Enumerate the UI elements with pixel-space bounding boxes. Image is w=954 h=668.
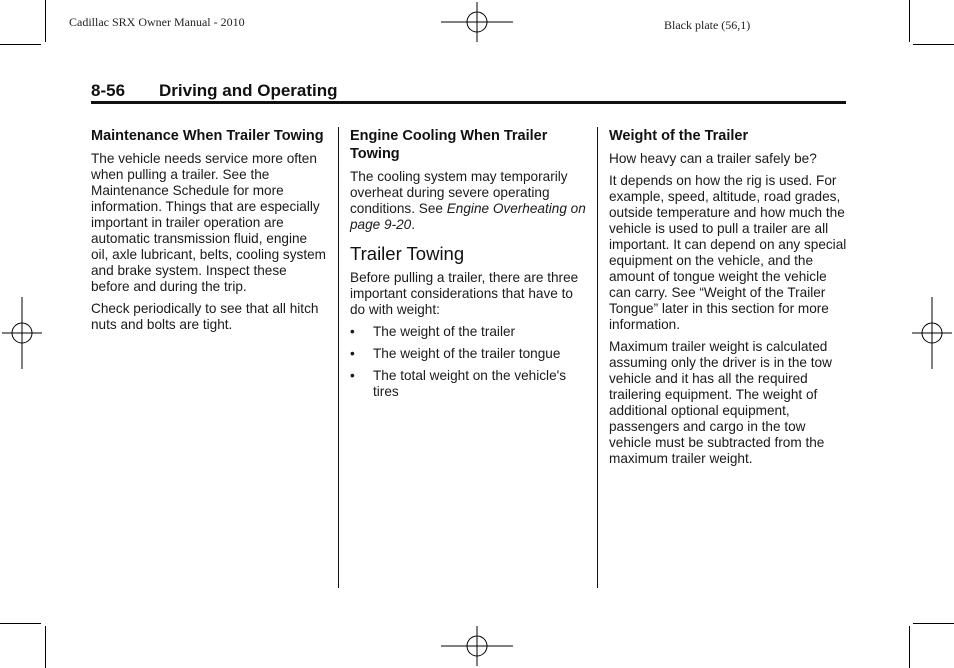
crop-mark-top-left-horizontal <box>0 44 41 45</box>
list-item-text: The weight of the trailer tongue <box>373 346 561 361</box>
column-2 <box>350 127 588 406</box>
list-item <box>350 346 588 362</box>
weight-of-trailer-heading: Weight of the Trailer <box>609 128 749 144</box>
weight-considerations-list <box>350 324 588 400</box>
crop-mark-bottom-right-vertical <box>909 626 910 668</box>
section-title: Driving and Operating <box>159 81 338 100</box>
registration-mark-right <box>912 297 952 369</box>
maintenance-paragraph-2: Check periodically to see that all hitch nuts and bolts are tight. <box>91 301 319 332</box>
bullet-icon: • <box>350 324 355 339</box>
bullet-icon: • <box>350 368 355 383</box>
column-3 <box>609 127 849 473</box>
registration-mark-left <box>2 297 42 369</box>
maintenance-heading: Maintenance When Trailer Towing <box>91 128 324 144</box>
list-item-text: The total weight on the vehicle's tires <box>373 368 567 399</box>
crop-mark-top-left-vertical <box>45 0 46 42</box>
weight-paragraph-3: Maximum trailer weight is calculated assuming only the driver is in the tow vehicle and it has all the required trailering equipment. The weight of additional optional equipment, passengers and cargo in the tow vehicle must be subtracted from the maximum trailer weight. <box>609 339 832 466</box>
registration-mark-bottom <box>441 626 513 666</box>
list-item-text: The weight of the trailer <box>373 324 516 339</box>
weight-paragraph-1: How heavy can a trailer safely be? <box>609 151 817 166</box>
list-item <box>350 368 588 400</box>
page-number: 8-56 <box>91 81 126 100</box>
print-meta-left: Cadillac SRX Owner Manual - 2010 <box>69 15 245 29</box>
column-divider-1 <box>338 127 339 588</box>
trailer-towing-intro: Before pulling a trailer, there are three important considerations that have to do with weight: <box>350 270 579 317</box>
crop-mark-top-right-vertical <box>909 0 910 42</box>
trailer-towing-title: Trailer Towing <box>350 243 465 264</box>
engine-overheating-reference: Engine Overheating on page 9-20 <box>350 201 586 232</box>
crop-mark-bottom-left-vertical <box>45 626 46 668</box>
engine-cooling-paragraph <box>350 169 588 233</box>
engine-cooling-period: . <box>411 217 416 232</box>
list-item <box>350 324 588 340</box>
crop-mark-top-right-horizontal <box>913 44 954 45</box>
crop-mark-bottom-left-horizontal <box>0 623 41 624</box>
engine-cooling-heading: Engine Cooling When Trailer Towing <box>350 128 548 162</box>
registration-mark-top <box>441 2 513 42</box>
maintenance-paragraph-1: The vehicle needs service more often when pulling a trailer. See the Maintenance Schedule for more information. Things that are especially important in trailer operation are automatic transmission fluid, engine oil, axle lubricant, belts, cooling system and brake system. Inspect these before and during the trip. <box>91 151 326 294</box>
crop-mark-bottom-right-horizontal <box>913 623 954 624</box>
column-divider-2 <box>597 127 598 588</box>
bullet-icon: • <box>350 346 355 361</box>
weight-paragraph-2: It depends on how the rig is used. For example, speed, altitude, road grades, outside temperature and how much the vehicle is used to pull a trailer are all important. It can depend on any special equipment on the vehicle, and the amount of tongue weight the vehicle can carry. See “Weight of the Trailer Tongue” later in this section for more information. <box>609 173 847 332</box>
header-rule <box>91 101 846 104</box>
print-meta-right: Black plate (56,1) <box>664 18 751 32</box>
engine-cooling-text: The cooling system may temporarily overheat during severe operating conditions. See <box>350 169 568 216</box>
column-1 <box>91 127 327 339</box>
